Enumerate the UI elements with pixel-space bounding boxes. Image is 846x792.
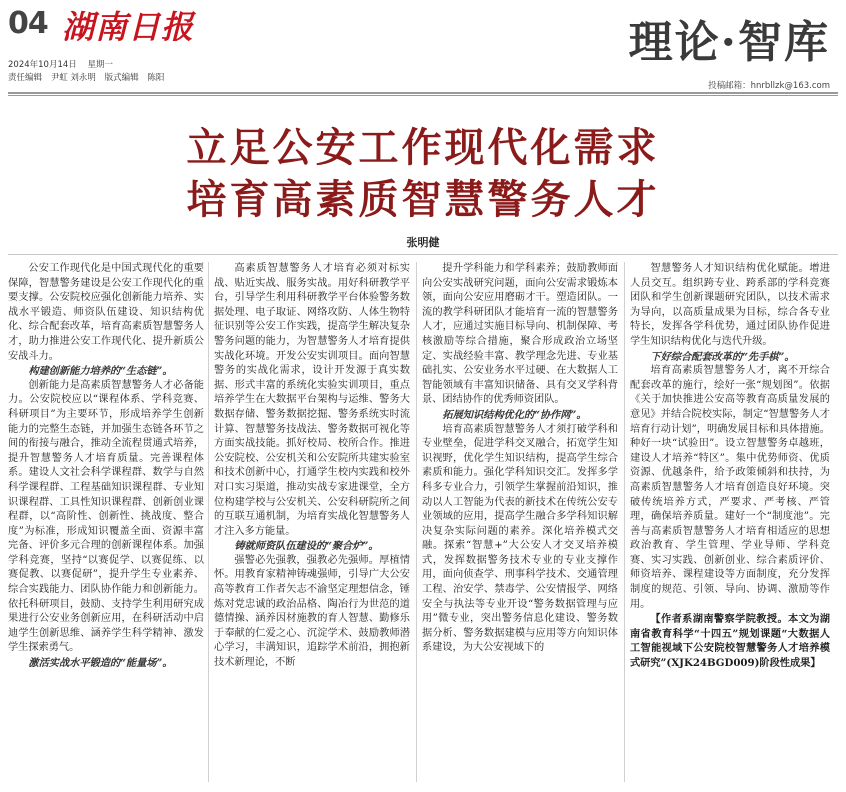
body-paragraph: 智慧警务人才知识结构优化赋能。增进人员交互。组织跨专业、跨系部的学科竞赛团队和学生创新课题研究团队，以技术需求为导向，以高质量成果为目标，综合各专业特长，发挥各学科优势，通过团队协作促进学生知识结构优化与迭代升级。 <box>630 263 830 347</box>
article-column-2 <box>214 262 410 782</box>
body-paragraph: 培育高素质智慧警务人才须打破学科和专业壁垒，促进学科交叉融合，拓宽学生知识视野，优化学生知识结构，提高学生综合素质和能力。强化学科知识交汇。发挥多学科多专业合力，引领学生掌握前沿知识，推动以人工智能为代表的新技术在传统公安专业领域的应用，提高学生融合多学科知识解决复杂实际问题的素养。深化培养模式交融。探索“智慧+”大公安人才交叉培养模式，发挥数据警务技术专业的专业支撑作用，面向侦查学、刑事科学技术、交通管理工程、治安学、禁毒学、公安情报学、网络安全与执法等专业开设“警务数据管理与应用”微专业，突出警务信息化建设、警务数据分析、警务数据建模与应用等方向知识体系建设，为大公安视域下的 <box>422 423 618 654</box>
section-subheading: 激活实战水平锻造的“能量场”。 <box>28 657 173 670</box>
masthead-rule-thin <box>8 95 838 96</box>
article-column-3 <box>422 262 618 782</box>
page-number: 04 <box>8 6 48 41</box>
section-subheading: 铸就师资队伍建设的“聚合炉”。 <box>234 540 379 553</box>
headline-divider <box>8 254 838 255</box>
section-subheading: 构建创新能力培养的“生态链”。 <box>28 365 173 378</box>
body-paragraph: 提升学科能力和学科素养；鼓励教师面向公安实战研究问题，面向公安需求锻炼本领，面向公安应用磨砺才干。塑造团队。一流的教学科研团队才能培育一流的智慧警务人才，应通过实施目标导向、机制保障、考核激励等综合措施，聚合形成政治立场坚定、实战经验丰富、教学理念先进、专业基础扎实、公安业务水平过硬、在大数据人工智能领域有丰富知识储备、具有交叉学科背景、团结协作的优秀师资团队。 <box>422 263 618 406</box>
byline: 张明健 <box>406 236 440 249</box>
body-paragraph: 强警必先强教，强教必先强师。厚植情怀。用教育家精神铸魂强师，引导广大公安高等教育工作者矢志不渝坚定理想信念，锤炼对党忠诚的政治品格、陶冶行为世范的道德情操、涵养因材施教的育人智慧、勤修乐于奉献的仁爱之心、沉淀学术、鼓励教师潜心学习，丰满知识，追踪学术前沿，拥抱新技术新理论，不断 <box>214 554 410 669</box>
article-column-4 <box>630 262 830 782</box>
masthead-rule <box>8 92 838 94</box>
body-paragraph: 公安工作现代化是中国式现代化的重要保障，智慧警务建设是公安工作现代化的重要支撑。公安院校应强化创新能力培养、实战水平锻造、师资队伍建设、知识结构优化、综合配套改革，培育高素质智慧警务人才，助力推进公安工作现代化、提升新质公安战斗力。 <box>8 263 204 362</box>
body-paragraph: 创新能力是高素质智慧警务人才必备能力。公安院校应以“课程体系、学科竞赛、科研项目”为主要环节，形成培养学生创新能力的完整生态链，并加强生态链各环节之间的衔接与融合，推动全流程贯通式培养，提升智慧警务人才培育质量。完善课程体系。建设人文社会科学课程群、数学与自然科学课程群、工程基础知识课程群、专业知识课程群、工具性知识课程群、创新创业课程群，以“高阶性、创新性、挑战度、整合度”为标准，形成知识覆盖全面、资源丰富完备、评价多元合理的创新课程体系。加强学科竞赛，坚持“以赛促学、以赛促练、以赛促教、以赛促研”，提升学生专业素养、综合实践能力、团队协作能力和创新能力。依托科研项目，鼓励、支持学生利用研究成果进行公安业务创新应用，在科研活动中启迪学生创新思维、涵养学生科学精神、激发学生探索勇气。 <box>8 379 204 654</box>
editor-names: 尹虹 刘永明 <box>50 73 96 83</box>
submission-email: 投稿邮箱：hnrbllzk@163.com <box>708 81 830 91</box>
section-subheading: 下好综合配套改革的“先手棋”。 <box>650 350 795 363</box>
headline-line-2: 培育高素质智慧警务人才 <box>186 176 660 223</box>
article-column-1 <box>8 262 204 782</box>
layout-editor-name: 陈阳 <box>147 73 165 83</box>
paper-logo: 湖南日报 <box>62 8 195 46</box>
column-divider <box>416 262 417 782</box>
date-line <box>8 58 121 70</box>
issue-weekday: 星期一 <box>87 60 113 70</box>
editor-credits <box>8 71 170 83</box>
author-note: 【作者系湖南警察学院教授。本文为湖南省教育科学“十四五”规划课题“大数据人工智能视域下公安院校智慧警务人才培养模式研究”(XJK24BGD009)阶段性成果】 <box>630 613 830 670</box>
column-divider <box>208 262 209 782</box>
section-title: 理论·智库 <box>628 17 830 68</box>
section-subheading: 拓展知识结构优化的“协作网”。 <box>442 408 587 421</box>
body-paragraph: 高素质智慧警务人才培育必须对标实战、贴近实战、服务实战。用好科研教学平台，引导学生利用科研教学平台体验警务数据处理、电子取证、网络攻防、人体生物特征识别等公安工作实践，提高学生解决复杂警务问题的能力，为智慧警务人才培育提供实战化环境。开发公安实训项目。面向智慧警务的实战化需求，设计开发源于真实数据、形式丰富的系统化实验实训项目，重点培养学生在大数据平台架构与运维、警务大数据存储、警务数据挖掘、警务系统实时流计算、智慧警务技战法、警务数据可视化等方面实战技能。抓好校局、校所合作。推进公安院校、公安机关和公安院所共建实验室和技术创新中心，打通学生校内实践和校外对口实习渠道，推动实战专家进课堂，全方位构建学校与公安机关、公安科研院所之间的互联互通机制，为培育实战化智慧警务人才注入多方能量。 <box>214 263 410 537</box>
body-paragraph: 培育高素质智慧警务人才，离不开综合配套改革的施行，绘好一张“规划图”。依据《关于加快推进公安高等教育高质量发展的意见》并结合院校实际，制定“智慧警务人才培育行动计划”，明确发展目标和具体措施。种好一块“试验田”。设立智慧警务卓越班，建设人才培养“特区”。集中优势师资、优质资源、优越条件，给予政策倾斜和扶持，为高素质智慧警务人才培育创造良好环境。突破传统培养方式，严要求、严考核、严管理，确保培养质量。建好一个“制度池”。完善与高素质智慧警务人才培育相适应的思想政治教育、学生管理、学业导师、学科竞赛、实习实践、创新创业、综合素质评价、师资培养、课程建设等方面制度，充分发挥制度的规范、引领、导向、协调、激励等作用。 <box>630 365 830 610</box>
issue-date: 2024年10月14日 <box>8 60 77 70</box>
column-divider <box>624 262 625 782</box>
layout-editor-label: 版式编辑 <box>104 73 139 83</box>
editor-label: 责任编辑 <box>8 73 43 83</box>
headline-line-1: 立足公安工作现代化需求 <box>186 124 660 171</box>
